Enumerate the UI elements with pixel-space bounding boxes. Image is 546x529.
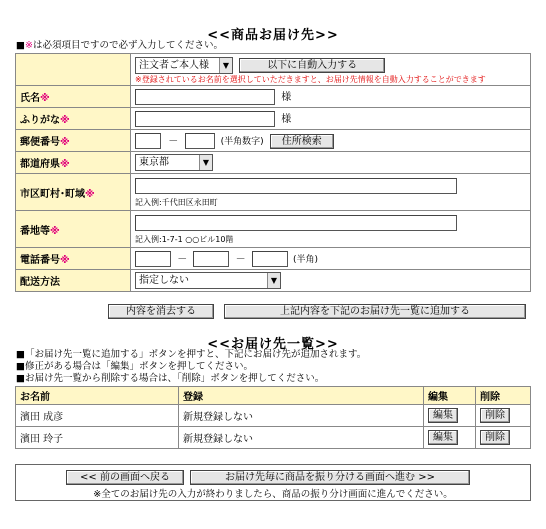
name-suffix: 様 bbox=[281, 92, 292, 103]
table-row bbox=[16, 427, 531, 449]
autofill-note: ※登録されているお名前を選択していただきますと、お届け先情報を自動入力することができます bbox=[135, 74, 486, 84]
autofill-select-value: 注文者ご本人様 bbox=[139, 59, 209, 71]
row-name: 濱田 玲子 bbox=[16, 427, 179, 449]
city-input[interactable] bbox=[135, 178, 457, 194]
prefecture-select-value: 東京都 bbox=[139, 157, 169, 168]
prefecture-label: 都道府県※ bbox=[16, 152, 131, 174]
row-name: 濱田 成彦 bbox=[16, 405, 179, 427]
name-input[interactable] bbox=[135, 89, 275, 105]
list-note-2: ■修正がある場合は「編集」ボタンを押してください。 bbox=[16, 361, 253, 372]
phone-second-input[interactable] bbox=[193, 251, 229, 267]
back-button[interactable]: << 前の画面へ戻る bbox=[66, 470, 184, 485]
postal-hint: (半角数字) bbox=[220, 137, 264, 147]
kana-suffix: 様 bbox=[281, 114, 292, 125]
shipping-form bbox=[15, 53, 531, 292]
table-row bbox=[16, 405, 531, 427]
postal-dash: － bbox=[168, 136, 179, 147]
required-note bbox=[16, 40, 223, 51]
autofill-select[interactable] bbox=[135, 57, 233, 74]
chevron-down-icon: ▼ bbox=[267, 273, 280, 288]
column-header-name: お名前 bbox=[16, 387, 179, 405]
phone-dash-2: － bbox=[235, 254, 246, 265]
street-example: 記入例:1-7-1 ○○ビル10階 bbox=[135, 235, 234, 244]
chevron-down-icon: ▼ bbox=[199, 155, 212, 170]
postal-label: 郵便番号※ bbox=[16, 130, 131, 152]
required-note-prefix: ■ bbox=[16, 40, 25, 51]
delete-button[interactable]: 削除 bbox=[480, 408, 510, 423]
edit-button[interactable]: 編集 bbox=[428, 430, 458, 445]
next-button[interactable]: お届け先毎に商品を振り分ける画面へ進む >> bbox=[190, 470, 470, 485]
column-header-edit: 編集 bbox=[424, 387, 476, 405]
autofill-cell bbox=[131, 54, 531, 86]
kana-label: ふりがな※ bbox=[16, 108, 131, 130]
postal-code-second-input[interactable] bbox=[185, 133, 215, 149]
street-input[interactable] bbox=[135, 215, 457, 231]
delivery-list-table bbox=[15, 386, 531, 449]
city-label: 市区町村･町域※ bbox=[16, 174, 131, 211]
phone-first-input[interactable] bbox=[135, 251, 171, 267]
name-label: 氏名※ bbox=[16, 86, 131, 108]
address-search-button[interactable]: 住所検索 bbox=[270, 134, 334, 149]
row-register: 新規登録しない bbox=[179, 427, 424, 449]
postal-code-first-input[interactable] bbox=[135, 133, 161, 149]
column-header-register: 登録 bbox=[179, 387, 424, 405]
phone-third-input[interactable] bbox=[252, 251, 288, 267]
footer-note: ※全てのお届け先の入力が終わりましたら、商品の振り分け画面に進んでください。 bbox=[93, 489, 453, 500]
chevron-down-icon: ▼ bbox=[219, 58, 232, 73]
delete-button[interactable]: 削除 bbox=[480, 430, 510, 445]
delivery-method-select[interactable] bbox=[135, 272, 281, 289]
edit-button[interactable]: 編集 bbox=[428, 408, 458, 423]
autofill-label-cell bbox=[16, 54, 131, 86]
prefecture-select[interactable] bbox=[135, 154, 213, 171]
phone-label: 電話番号※ bbox=[16, 248, 131, 270]
delivery-method-label: 配送方法 bbox=[16, 270, 131, 292]
kana-input[interactable] bbox=[135, 111, 275, 127]
street-label: 番地等※ bbox=[16, 211, 131, 248]
city-example: 記入例:千代田区永田町 bbox=[135, 198, 218, 207]
page-title: <<商品お届け先>> bbox=[207, 28, 339, 43]
phone-hint: (半角) bbox=[292, 255, 318, 265]
delivery-method-value: 指定しない bbox=[139, 275, 189, 286]
phone-dash-1: － bbox=[177, 254, 188, 265]
list-title: <<お届け先一覧>> bbox=[207, 337, 339, 352]
column-header-delete: 削除 bbox=[476, 387, 531, 405]
row-register: 新規登録しない bbox=[179, 405, 424, 427]
required-mark: ※ bbox=[24, 40, 33, 51]
autofill-button[interactable]: 以下に自動入力する bbox=[239, 58, 385, 73]
list-note-3: ■お届け先一覧から削除する場合は、「削除」ボタンを押してください。 bbox=[16, 373, 325, 384]
add-to-list-button[interactable]: 上記内容を下記のお届け先一覧に追加する bbox=[224, 304, 526, 319]
clear-button[interactable]: 内容を消去する bbox=[108, 304, 214, 319]
required-note-text: は必須項目ですので必ず入力してください。 bbox=[32, 40, 223, 51]
list-note-1: ■「お届け先一覧に追加する」ボタンを押すと、下記にお届け先が追加されます。 bbox=[16, 349, 367, 360]
